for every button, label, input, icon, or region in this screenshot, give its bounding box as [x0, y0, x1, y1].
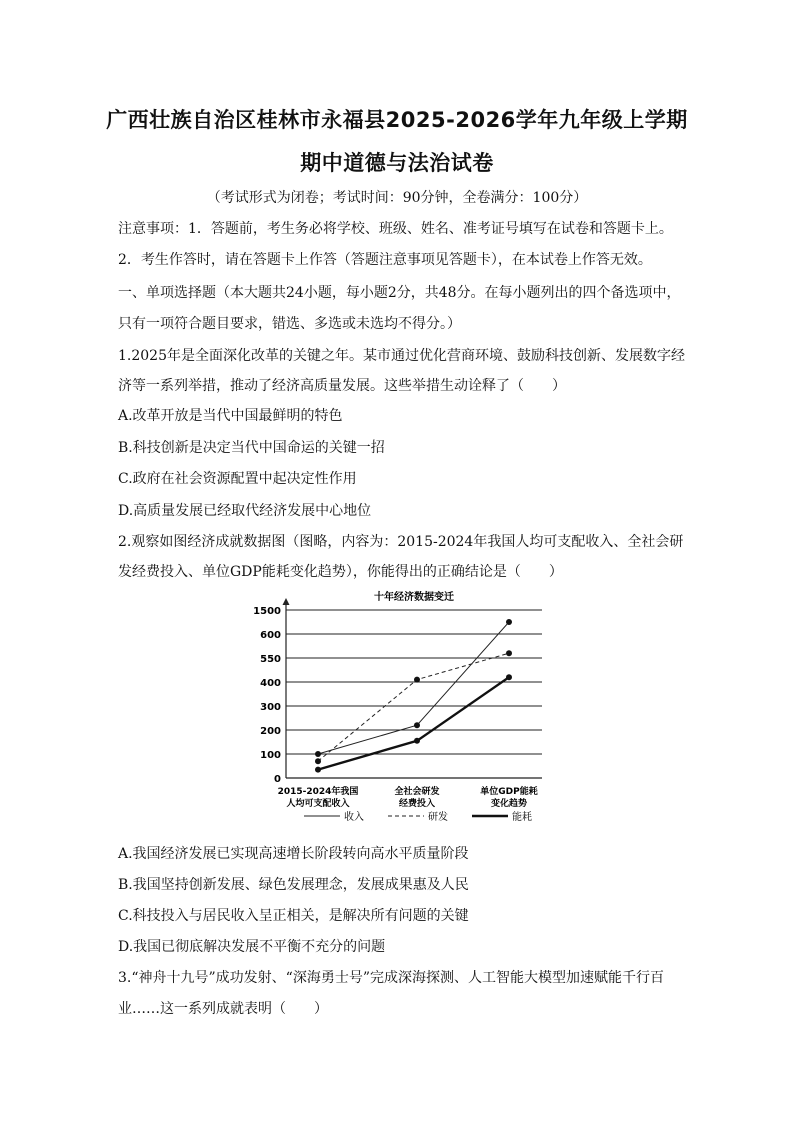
y-tick-label: 300 [260, 702, 281, 713]
question-3-stem-line-1: 3.“神舟十九号”成功发射、“深海勇士号”完成深海探测、人工智能大模型加速赋能千行百 [118, 970, 664, 986]
question-2-option-a: A.我国经济发展已实现高速增长阶段转向高水平质量阶段 [118, 846, 469, 862]
question-1-option-b: B.科技创新是决定当代中国命运的关键一招 [118, 440, 385, 456]
data-point-研发 [315, 758, 321, 764]
data-point-研发 [506, 650, 512, 656]
x-category-label: 经费投入 [398, 799, 436, 809]
legend-label: 能耗 [512, 812, 532, 823]
question-1-stem-line-2: 济等一系列举措，推动了经济高质量发展。这些举措生动诠释了（ ） [118, 378, 566, 394]
y-axis-arrow [283, 598, 290, 605]
economic-data-chart [254, 588, 554, 828]
series-line-收入 [318, 622, 509, 754]
question-2-option-b: B.我国坚持创新发展、绿色发展理念，发展成果惠及人民 [118, 877, 469, 893]
data-point-收入 [414, 722, 420, 728]
y-tick-label: 400 [260, 678, 281, 689]
x-category-label: 人均可支配收入 [286, 799, 350, 809]
y-tick-label: 550 [260, 654, 281, 665]
data-point-能耗 [414, 738, 420, 744]
notice-2: 2．考生作答时，请在答题卡上作答（答题注意事项见答题卡），在本试卷上作答无效。 [118, 252, 652, 268]
y-tick-label: 1500 [254, 606, 281, 617]
exam-title-line-2: 期中道德与法治试卷 [300, 151, 494, 175]
question-2-stem-line-2: 发经费投入、单位GDP能耗变化趋势），你能得出的正确结论是（ ） [118, 564, 563, 580]
section-1-heading-line-2: 只有一项符合题目要求，错选、多选或未选均不得分。） [118, 316, 461, 332]
y-tick-label: 600 [260, 630, 281, 641]
data-point-收入 [315, 751, 321, 757]
question-2-stem-line-1: 2.观察如图经济成就数据图（图略，内容为：2015-2024年我国人均可支配收入、全社会研 [118, 534, 684, 550]
question-1-option-c: C.政府在社会资源配置中起决定性作用 [118, 471, 357, 487]
question-3-stem-line-2: 业……这一系列成就表明（ ） [118, 1001, 328, 1017]
notice-1: 注意事项：1．答题前，考生务必将学校、班级、姓名、准考证号填写在试卷和答题卡上。 [118, 221, 673, 237]
exam-title-line-1: 广西壮族自治区桂林市永福县2025-2026学年九年级上学期 [106, 108, 688, 132]
series-line-研发 [318, 653, 509, 761]
data-point-能耗 [315, 767, 321, 773]
legend-label: 研发 [428, 812, 448, 823]
chart-title: 十年经济数据变迁 [374, 592, 454, 603]
y-tick-label: 100 [260, 750, 281, 761]
chart-svg [254, 588, 554, 828]
y-tick-label: 200 [260, 726, 281, 737]
section-1-heading-line-1: 一、单项选择题（本大题共24小题，每小题2分，共48分。在每小题列出的四个备选项中， [118, 285, 681, 301]
question-1-option-a: A.改革开放是当代中国最鲜明的特色 [118, 408, 343, 424]
series-line-能耗 [318, 677, 509, 769]
data-point-收入 [506, 619, 512, 625]
exam-info: （考试形式为闭卷；考试时间：90分钟，全卷满分：100分） [206, 190, 588, 206]
x-category-label: 全社会研发 [394, 787, 440, 797]
x-category-label: 单位GDP能耗 [480, 787, 538, 797]
question-2-option-c: C.科技投入与居民收入呈正相关，是解决所有问题的关键 [118, 908, 469, 924]
question-1-stem-line-1: 1.2025年是全面深化改革的关键之年。某市通过优化营商环境、鼓励科技创新、发展数字经 [118, 348, 685, 364]
data-point-能耗 [506, 674, 512, 680]
x-category-label: 2015-2024年我国 [277, 787, 359, 797]
x-category-label: 变化趋势 [490, 799, 528, 809]
y-tick-label: 0 [274, 774, 281, 785]
question-1-option-d: D.高质量发展已经取代经济发展中心地位 [118, 503, 372, 519]
question-2-option-d: D.我国已彻底解决发展不平衡不充分的问题 [118, 939, 386, 955]
data-point-研发 [414, 677, 420, 683]
legend-label: 收入 [344, 812, 364, 823]
